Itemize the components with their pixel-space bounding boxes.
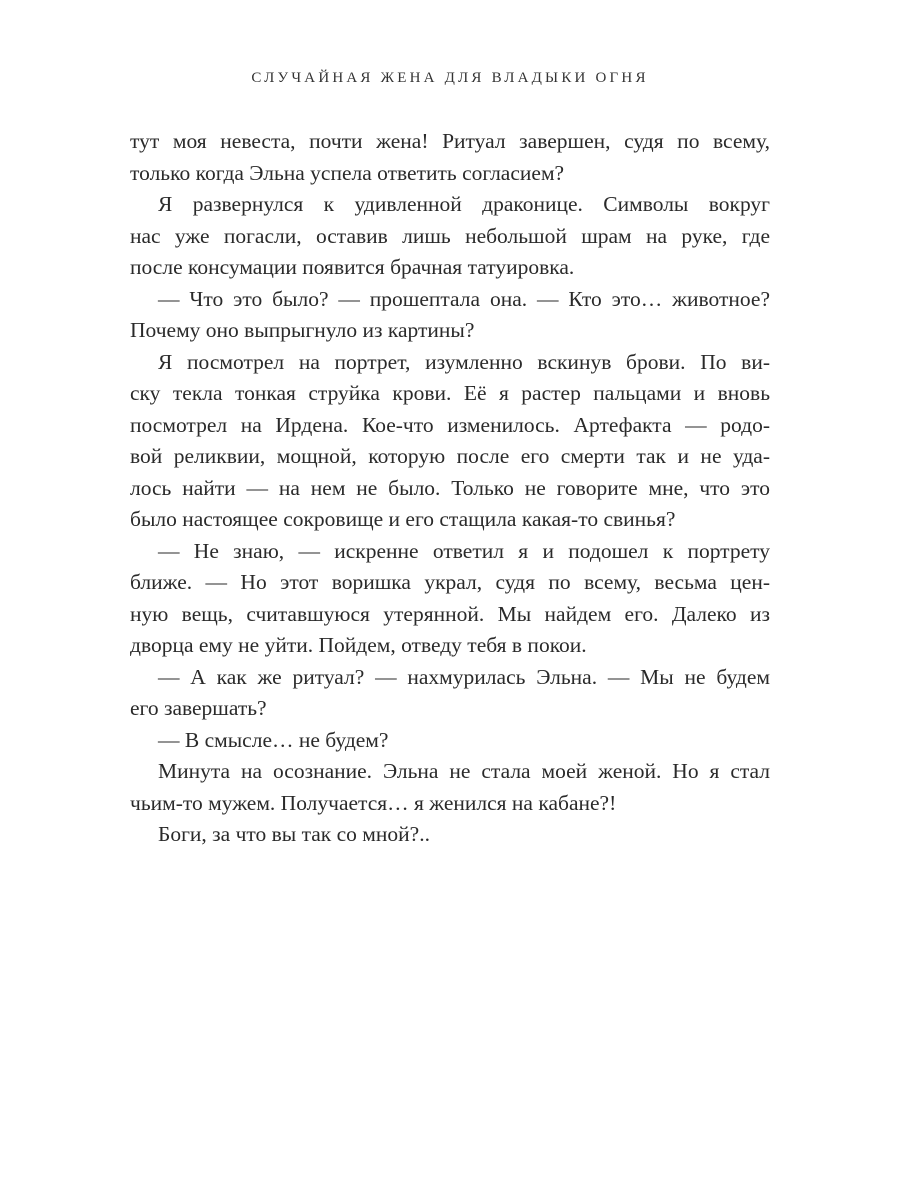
text-line: Я посмотрел на портрет, изумленно вскинув брови. По ви- xyxy=(158,349,770,374)
text-line: — Не знаю, — искренне ответил я и подошел к портрету xyxy=(158,538,770,563)
text-line: Почему оно выпрыгнуло из картины? xyxy=(130,318,475,342)
text-line: только когда Эльна успела ответить согласием? xyxy=(130,160,565,185)
text-line: нас уже погасли, оставив лишь небольшой шрам на руке, где xyxy=(130,223,770,248)
text-line: было настоящее сокровище и его стащила какая-то свинья? xyxy=(130,507,676,531)
text-line: ску текла тонкая струйка крови. Её я растер пальцами и вновь xyxy=(130,381,770,405)
text-line: — Что это было? — прошептала она. — Кто это… животное? xyxy=(158,286,770,311)
text-line: дворца ему не уйти. Пойдем, отведу тебя в покои. xyxy=(130,633,587,657)
text-line: — А как же ритуал? — нахмурилась Эльна. — Мы не будем xyxy=(158,664,770,689)
text-line: лось найти — на нем не было. Только не говорите мне, что это xyxy=(130,475,770,500)
text-line: после консумации появится брачная татуировка. xyxy=(130,255,575,279)
text-line: Боги, за что вы так со мной?.. xyxy=(158,822,430,846)
running-header: СЛУЧАЙНАЯ ЖЕНА ДЛЯ ВЛАДЫКИ ОГНЯ xyxy=(251,70,649,86)
text-line: Я развернулся к удивленной драконице. Символы вокруг xyxy=(158,192,770,216)
body-text xyxy=(130,126,770,851)
text-line: вой реликвии, мощной, которую после его смерти так и не уда- xyxy=(130,444,770,468)
text-line: ближе. — Но этот воришка украл, судя по всему, весьма цен- xyxy=(130,570,770,594)
text-line: Минута на осознание. Эльна не стала моей женой. Но я стал xyxy=(158,759,770,783)
text-line: ную вещь, считавшуюся утерянной. Мы найдем его. Далеко из xyxy=(130,601,770,626)
text-line: тут моя невеста, почти жена! Ритуал завершен, судя по всему, xyxy=(130,129,770,153)
text-line: посмотрел на Ирдена. Кое-что изменилось. Артефакта — родо- xyxy=(130,412,770,437)
text-line: его завершать? xyxy=(130,696,267,720)
text-line: чьим-то мужем. Получается… я женился на кабане?! xyxy=(130,790,617,815)
text-line: — В смысле… не будем? xyxy=(158,727,389,752)
